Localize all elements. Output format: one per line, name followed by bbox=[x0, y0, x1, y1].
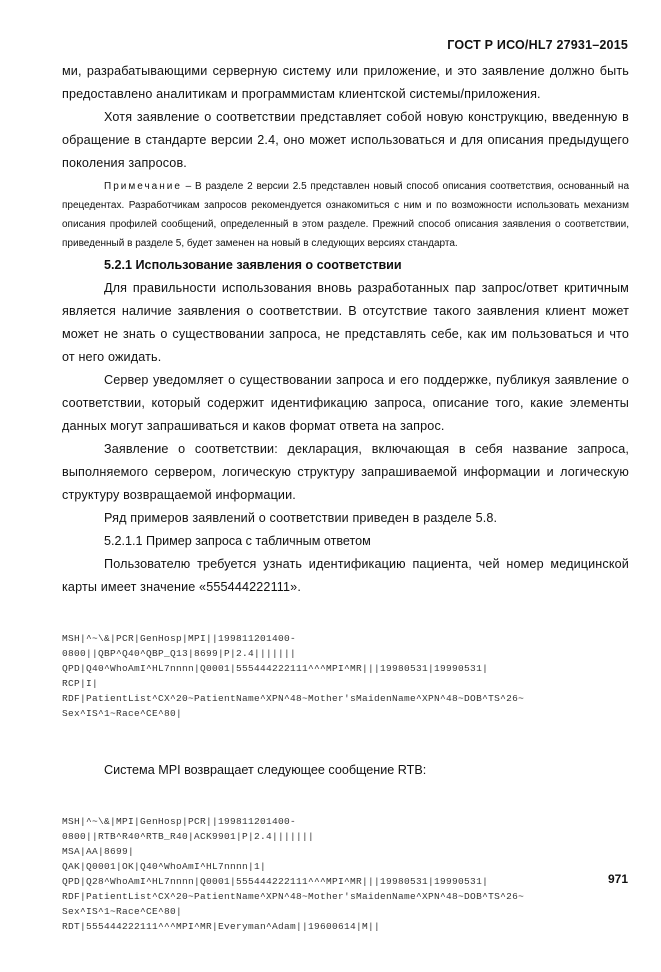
code-line: MSA|AA|8699| bbox=[62, 846, 135, 857]
code-block-query bbox=[62, 601, 629, 751]
section-heading-5-2-1: 5.2.1 Использование заявления о соответствии bbox=[104, 258, 402, 272]
paragraph-server-notice: Сервер уведомляет о существовании запроса и его поддержке, публикуя заявление о соответствии, который содержит идентификацию запроса, описание того, какие элементы данных могут запрашиваться и каков формат ответа на запрос. bbox=[62, 373, 629, 433]
note-label: Примечание bbox=[104, 181, 182, 192]
code-line: 0800||RTB^R40^RTB_R40|ACK9901|P|2.4||||||| bbox=[62, 831, 315, 842]
code-line: Sex^IS^1~Race^CE^80| bbox=[62, 708, 183, 719]
code-line: 0800||QBP^Q40^QBP_Q13|8699|P|2.4||||||| bbox=[62, 648, 297, 659]
document-header: ГОСТ Р ИСО/HL7 27931–2015 bbox=[447, 38, 628, 52]
paragraph-mpi-response: Система MPI возвращает следующее сообщение RTB: bbox=[104, 763, 427, 777]
code-line: MSH|^~\&|PCR|GenHosp|MPI||199811201400- bbox=[62, 633, 297, 644]
code-line: QAK|Q0001|OK|Q40^WhoAmI^HL7nnnn|1| bbox=[62, 861, 267, 872]
code-line: Sex^IS^1~Race^CE^80| bbox=[62, 906, 183, 917]
paragraph-user-query: Пользователю требуется узнать идентификацию пациента, чей номер медицинской карты имеет значение «555444222111». bbox=[62, 557, 629, 594]
paragraph-intro-continued: ми, разрабатывающими серверную систему или приложение, и это заявление должно быть предоставлено аналитикам и программистам клиентской системы/приложения. bbox=[62, 64, 629, 101]
code-line: QPD|Q40^WhoAmI^HL7nnnn|Q0001|555444222111^^^MPI^MR|||19980531|19990531| bbox=[62, 663, 489, 674]
paragraph-examples-ref: Ряд примеров заявлений о соответствии приведен в разделе 5.8. bbox=[104, 511, 498, 525]
page-number: 971 bbox=[607, 872, 628, 886]
code-line: MSH|^~\&|MPI|GenHosp|PCR||199811201400- bbox=[62, 816, 297, 827]
code-line: RCP|I| bbox=[62, 678, 99, 689]
page-content bbox=[62, 60, 629, 972]
code-line: QPD|Q28^WhoAmI^HL7nnnn|Q0001|555444222111^^^MPI^MR|||19980531|19990531| bbox=[62, 876, 489, 887]
code-line: RDF|PatientList^CX^20~PatientName^XPN^48~Mother'sMaidenName^XPN^48~DOB^TS^26~ bbox=[62, 891, 525, 902]
section-heading-5-2-1-1: 5.2.1.1 Пример запроса с табличным ответом bbox=[104, 534, 371, 548]
code-block-response bbox=[62, 784, 629, 964]
code-line: RDT|555444222111^^^MPI^MR|Everyman^Adam||19600614|M|| bbox=[62, 921, 381, 932]
paragraph-usage: Для правильности использования вновь разработанных пар запрос/ответ критичным является наличие заявления о соответствии. В отсутствие такого заявления клиент может может не знать о существовании запроса, не представлять себе, как им пользоваться и что от него ожидать. bbox=[62, 281, 629, 364]
note-block bbox=[62, 177, 629, 253]
paragraph-conformance-statement: Хотя заявление о соответствии представляет собой новую конструкцию, введенную в обращение в стандарте версии 2.4, оно может использоваться и для описания предыдущего поколения запросов. bbox=[62, 110, 629, 170]
paragraph-definition: Заявление о соответствии: декларация, включающая в себя название запроса, выполняемого сервером, логическую структуру запрашиваемой информации и логическую структуру возвращаемой информации. bbox=[62, 442, 629, 502]
code-line: RDF|PatientList^CX^20~PatientName^XPN^48~Mother'sMaidenName^XPN^48~DOB^TS^26~ bbox=[62, 693, 525, 704]
note-text: – В разделе 2 версии 2.5 представлен новый способ описания соответствия, основанный на прецедентах. Разработчикам запросов рекомендуется ознакомиться с ним и по возможности использовать механизм описания профилей сообщений, определенный в этом разделе. Прежний способ описания заявления о соответствии, приведенный в разделе 5, будет заменен на новый в следующих версиях стандарта. bbox=[62, 181, 629, 249]
